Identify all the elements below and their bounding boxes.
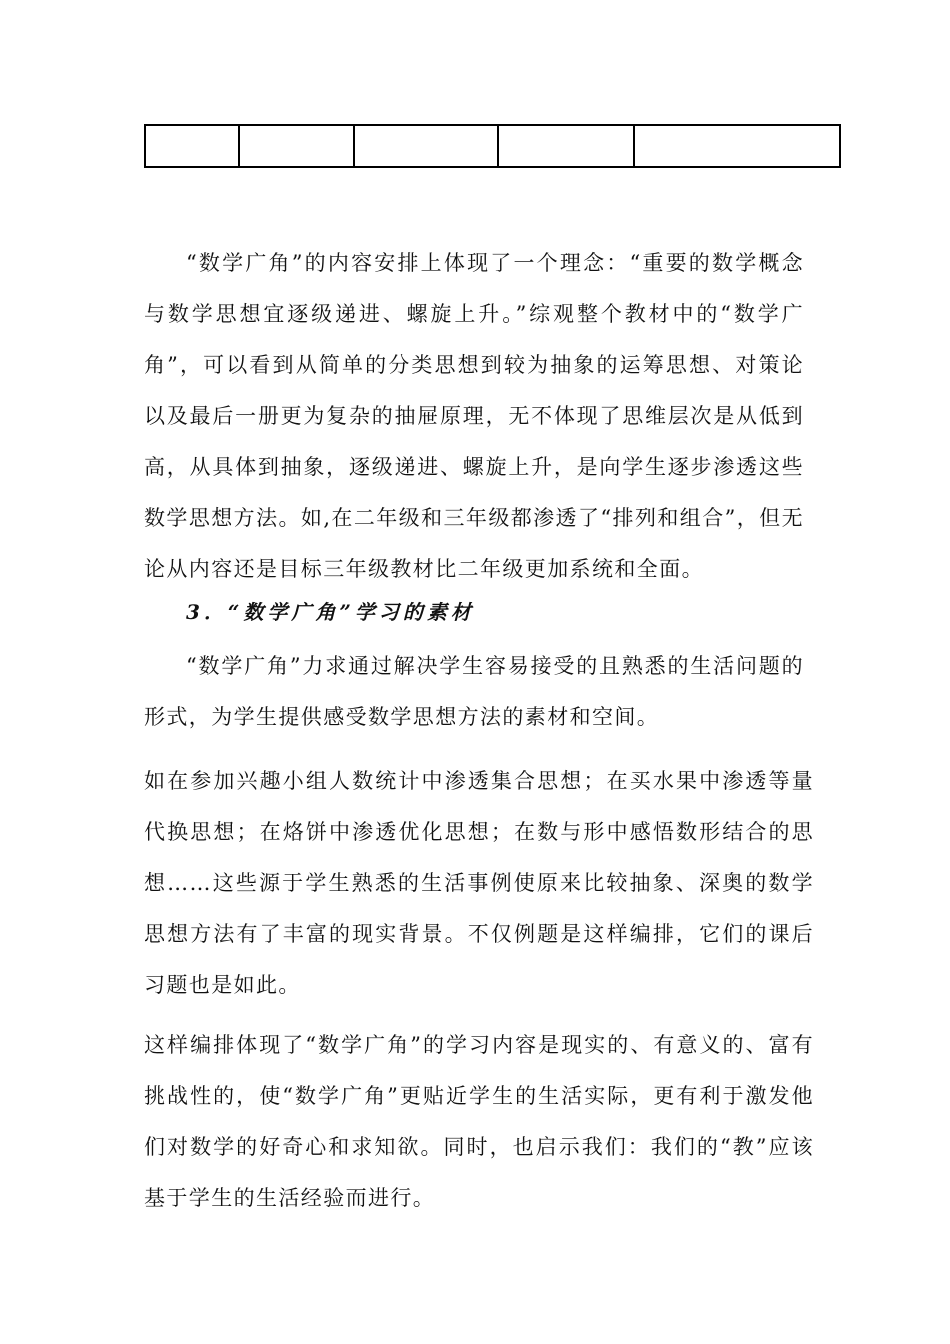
paragraph-examples: 如在参加兴趣小组人数统计中渗透集合思想；在买水果中渗透等量代换思想；在烙饼中渗透优化思想；在数与形中感悟数形结合的思想……这些源于学生熟悉的生活事例使原来比较抽象、深奥的数学思想方法有了丰富的现实背景。不仅例题是这样编排，它们的课后习题也是如此。 bbox=[144, 769, 814, 997]
paragraph-spiral-progression: “数学广角”的内容安排上体现了一个理念：“重要的数学概念与数学思想宜逐级递进、螺旋上升。”综观整个教材中的“数学广角”，可以看到从简单的分类思想到较为抽象的运筹思想、对策论以及最后一册更为复杂的抽屉原理，无不体现了思维层次是从低到高，从具体到抽象，逐级递进、螺旋上升，是向学生逐步渗透这些数学思想方法。如,在二年级和三年级都渗透了“排列和组合”，但无论从内容还是目标三年级教材比二年级更加系统和全面。 bbox=[144, 251, 804, 581]
table-cell bbox=[634, 125, 840, 167]
paragraph-conclusion: 这样编排体现了“数学广角”的学习内容是现实的、有意义的、富有挑战性的，使“数学广角”更贴近学生的生活实际，更有利于激发他们对数学的好奇心和求知欲。同时，也启示我们：我们的“教”应该基于学生的生活经验而进行。 bbox=[144, 1033, 814, 1210]
table-cell bbox=[145, 125, 239, 167]
table-cell bbox=[354, 125, 498, 167]
paragraph-life-problems: “数学广角”力求通过解决学生容易接受的且熟悉的生活问题的形式，为学生提供感受数学思想方法的素材和空间。 bbox=[144, 654, 804, 729]
section-heading: 3．“数学广角”学习的素材 bbox=[186, 600, 475, 624]
table-cell bbox=[239, 125, 354, 167]
table-cell bbox=[498, 125, 634, 167]
blank-table bbox=[144, 124, 841, 168]
table-row bbox=[145, 125, 840, 167]
